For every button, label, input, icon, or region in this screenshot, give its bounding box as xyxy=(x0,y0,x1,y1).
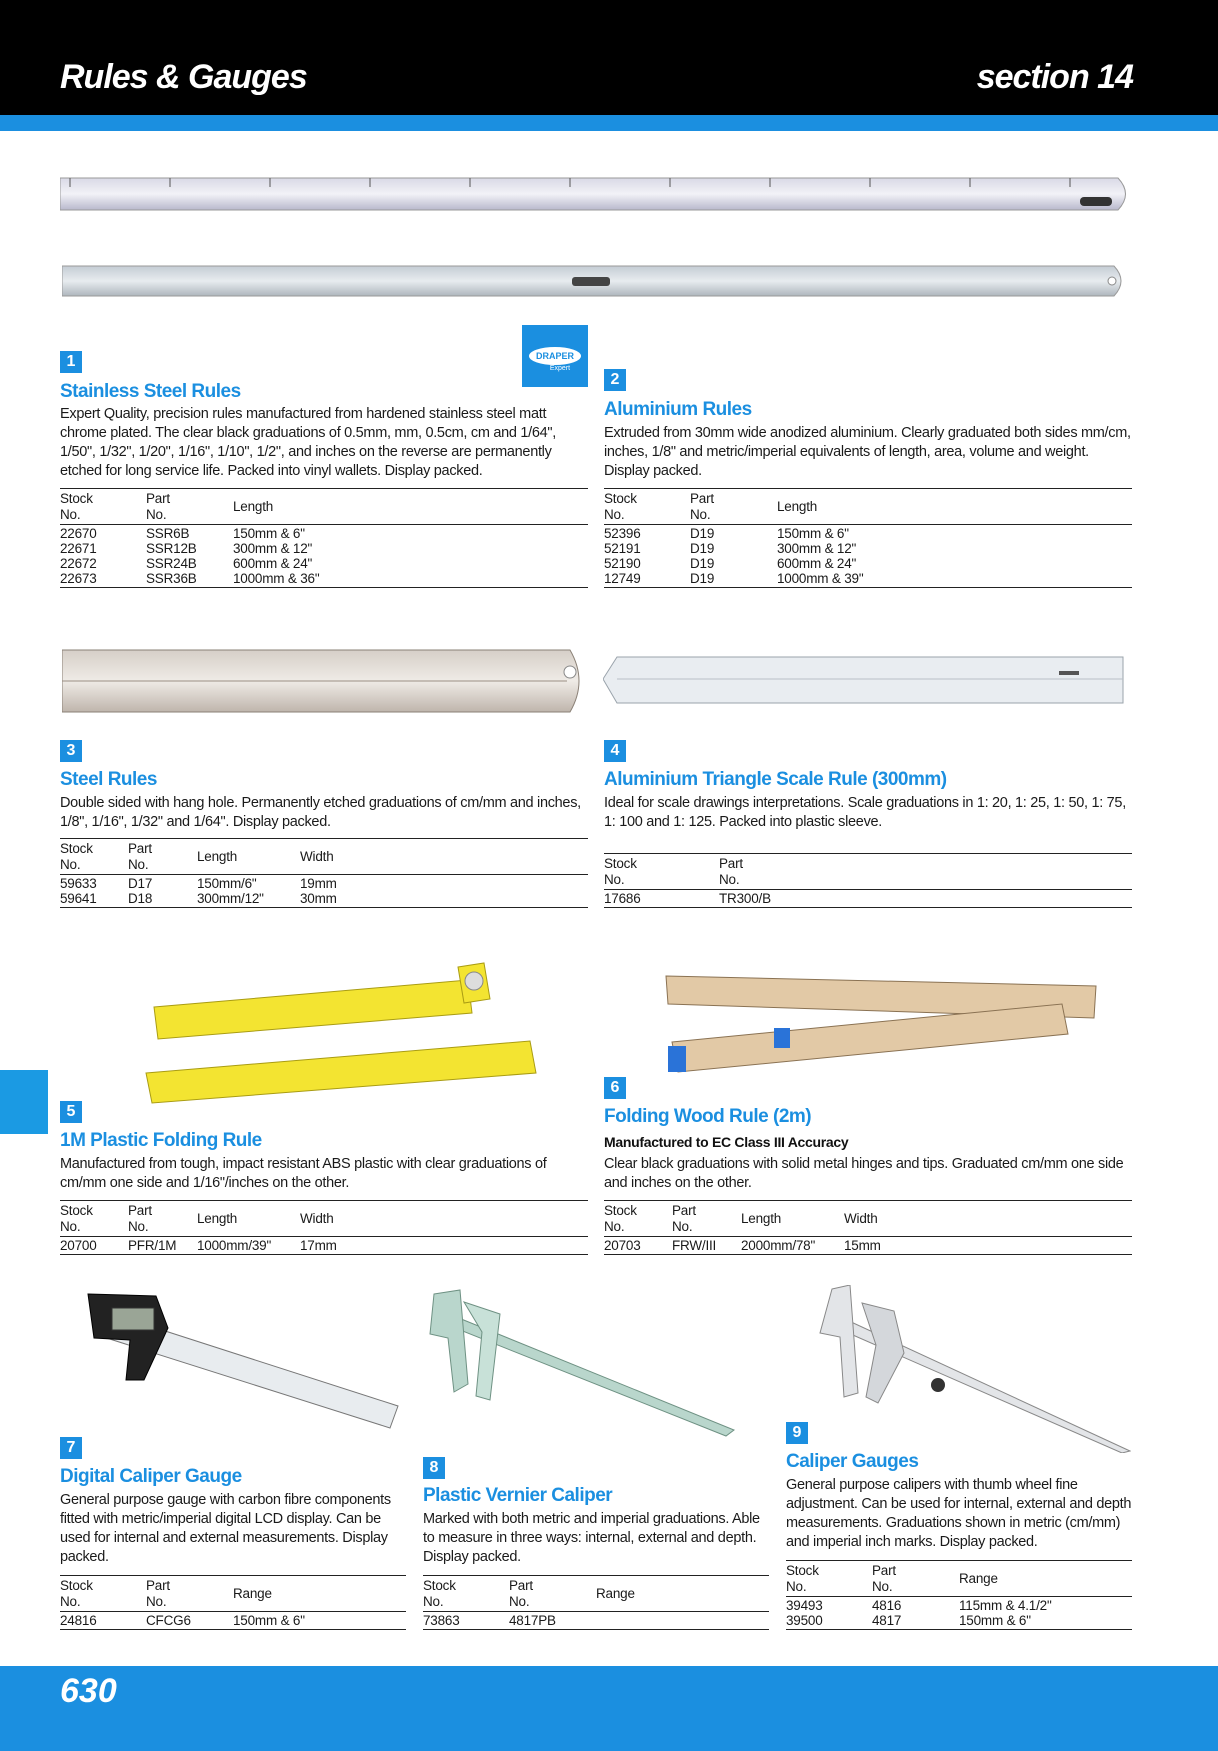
column-header: Part No. xyxy=(146,1578,170,1609)
product-description: Manufactured from tough, impact resistant ABS plastic with clear graduations of cm/mm one side and 1/16"/inches on the other. xyxy=(60,1156,547,1191)
header-stripe xyxy=(0,115,1218,131)
product-number-badge: 7 xyxy=(60,1437,82,1459)
product-description: Clear black graduations with solid metal hinges and tips. Graduated cm/mm one side and inches on the other. xyxy=(604,1156,1124,1191)
product-title: Steel Rules xyxy=(60,769,157,790)
product-title: Stainless Steel Rules xyxy=(60,381,241,402)
spec-table xyxy=(604,853,1132,908)
product-number-badge: 4 xyxy=(604,740,626,762)
plastic-folding-rule-image xyxy=(138,955,538,1115)
table-row: 22672 SSR24B 600mm & 24" xyxy=(60,556,313,571)
digital-caliper-image xyxy=(60,1288,404,1440)
product-number-badge: 6 xyxy=(604,1077,626,1099)
table-row: 20703 FRW/III 2000mm/78" 15mm xyxy=(604,1237,1132,1255)
logo-line-text: Expert xyxy=(549,365,571,372)
column-header: Part No. xyxy=(672,1203,696,1234)
column-header: Stock No. xyxy=(786,1563,819,1594)
page-title: Rules & Gauges xyxy=(60,58,307,96)
table-row: 73863 4817PB xyxy=(423,1612,769,1630)
table-row: 59633 D17 150mm/6" 19mm xyxy=(60,876,337,891)
product-subtitle: Manufactured to EC Class III Accuracy xyxy=(604,1134,849,1150)
product-title: Aluminium Triangle Scale Rule (300mm) xyxy=(604,769,947,790)
product-description: Marked with both metric and imperial graduations. Able to measure in three ways: internal, external and depth. Display packed. xyxy=(423,1511,760,1565)
spec-table xyxy=(60,1200,588,1255)
table-row: 59641 D18 300mm/12" 30mm xyxy=(60,891,588,908)
steel-rule-image xyxy=(62,648,588,714)
column-header: Width xyxy=(300,1211,334,1226)
product-description: General purpose gauge with carbon fibre components fitted with metric/imperial digital LCD display. Can be used for internal and external measurements. Display packed. xyxy=(60,1492,391,1565)
draper-expert-logo xyxy=(522,325,588,387)
product-title: Plastic Vernier Caliper xyxy=(423,1485,613,1506)
column-header: Stock No. xyxy=(604,856,637,887)
column-header: Part No. xyxy=(719,856,743,887)
column-header: Length xyxy=(777,499,818,514)
product-number-badge: 2 xyxy=(604,369,626,391)
column-header: Range xyxy=(233,1586,272,1601)
folding-wood-rule-image xyxy=(662,968,1098,1088)
product-description: Extruded from 30mm wide anodized aluminium. Clearly graduated both sides mm/cm, inches, 1/8" and metric/imperial equivalents of length, area, volume and weight. Display packed. xyxy=(604,425,1131,479)
triangle-scale-rule-image xyxy=(603,655,1129,705)
product-description: General purpose calipers with thumb wheel fine adjustment. Can be used for internal, external and depth measurements. Graduations shown in metric (cm/mm) and imperial inch marks. Display packed. xyxy=(786,1477,1132,1550)
product-title: Caliper Gauges xyxy=(786,1451,919,1472)
product-number-badge: 8 xyxy=(423,1457,445,1479)
column-header: Part No. xyxy=(128,1203,152,1234)
section-label: section 14 xyxy=(976,58,1133,96)
spec-table xyxy=(604,488,1132,588)
spec-table xyxy=(60,838,588,908)
section-tab-marker xyxy=(0,1070,48,1134)
product-title: 1M Plastic Folding Rule xyxy=(60,1130,262,1151)
product-description: Ideal for scale drawings interpretations. Scale graduations in 1: 20, 1: 25, 1: 50, 1: 75, 1: 100 and 1: 125. Packed into plastic sleeve. xyxy=(604,795,1126,830)
table-row: 52191 D19 300mm & 12" xyxy=(604,541,857,556)
table-row: 24816 CFCG6 150mm & 6" xyxy=(60,1612,406,1630)
column-header: Part No. xyxy=(146,491,170,522)
product-title: Folding Wood Rule (2m) xyxy=(604,1106,812,1127)
column-header: Part No. xyxy=(690,491,714,522)
table-row: 52396 D19 150mm & 6" xyxy=(604,526,849,541)
table-row: 22670 SSR6B 150mm & 6" xyxy=(60,526,305,541)
product-description: Double sided with hang hole. Permanently etched graduations of cm/mm and inches, 1/8", 1/16", 1/32" and 1/64". Display packed. xyxy=(60,795,581,830)
table-row: 39500 4817 150mm & 6" xyxy=(786,1613,1132,1630)
spec-table xyxy=(423,1575,769,1630)
logo-brand-text: DRAPER xyxy=(535,351,575,361)
caliper-gauge-image xyxy=(786,1285,1131,1453)
product-description: Expert Quality, precision rules manufactured from hardened stainless steel matt chrome plated. The clear black graduations of 0.5mm, mm, 0.5cm, cm and 1/64", 1/50", 1/32", 1/20", 1/16", 1/10", 1/2", and inches on the reverse are permanently etched for long service life. Packed into vinyl wallets. Display packed. xyxy=(60,406,556,479)
column-header: Width xyxy=(844,1211,878,1226)
column-header: Stock No. xyxy=(60,491,93,522)
spec-table xyxy=(60,1575,406,1630)
product-number-badge: 5 xyxy=(60,1101,82,1123)
column-header: Part No. xyxy=(509,1578,533,1609)
footer-bar xyxy=(0,1666,1218,1751)
column-header: Length xyxy=(741,1211,782,1226)
plastic-vernier-caliper-image xyxy=(420,1288,740,1438)
product-number-badge: 1 xyxy=(60,351,82,373)
table-row: 22671 SSR12B 300mm & 12" xyxy=(60,541,313,556)
column-header: Length xyxy=(233,499,274,514)
product-title: Aluminium Rules xyxy=(604,399,752,420)
column-header: Part No. xyxy=(872,1563,896,1594)
table-row: 20700 PFR/1M 1000mm/39" 17mm xyxy=(60,1237,588,1255)
column-header: Range xyxy=(596,1586,635,1601)
product-number-badge: 9 xyxy=(786,1422,808,1444)
column-header: Stock No. xyxy=(60,1578,93,1609)
table-row: 22673 SSR36B 1000mm & 36" xyxy=(60,571,588,588)
column-header: Range xyxy=(959,1571,998,1586)
stainless-steel-rule-reverse-image xyxy=(62,262,1128,300)
table-row: 52190 D19 600mm & 24" xyxy=(604,556,857,571)
column-header: Stock No. xyxy=(604,1203,637,1234)
stainless-steel-rule-image xyxy=(60,175,1133,213)
product-number-badge: 3 xyxy=(60,740,82,762)
spec-table xyxy=(786,1560,1132,1630)
product-title: Digital Caliper Gauge xyxy=(60,1466,242,1487)
table-row: 12749 D19 1000mm & 39" xyxy=(604,571,1132,588)
table-row: 17686 TR300/B xyxy=(604,890,1132,908)
spec-table xyxy=(604,1200,1132,1255)
column-header: Length xyxy=(197,1211,238,1226)
table-row: 39493 4816 115mm & 4.1/2" xyxy=(786,1598,1052,1613)
column-header: Stock No. xyxy=(423,1578,456,1609)
page-number: 630 xyxy=(60,1672,117,1710)
column-header: Length xyxy=(197,849,238,864)
column-header: Part No. xyxy=(128,841,152,872)
column-header: Stock No. xyxy=(60,841,93,872)
spec-table xyxy=(60,488,588,588)
column-header: Stock No. xyxy=(604,491,637,522)
column-header: Width xyxy=(300,849,334,864)
column-header: Stock No. xyxy=(60,1203,93,1234)
